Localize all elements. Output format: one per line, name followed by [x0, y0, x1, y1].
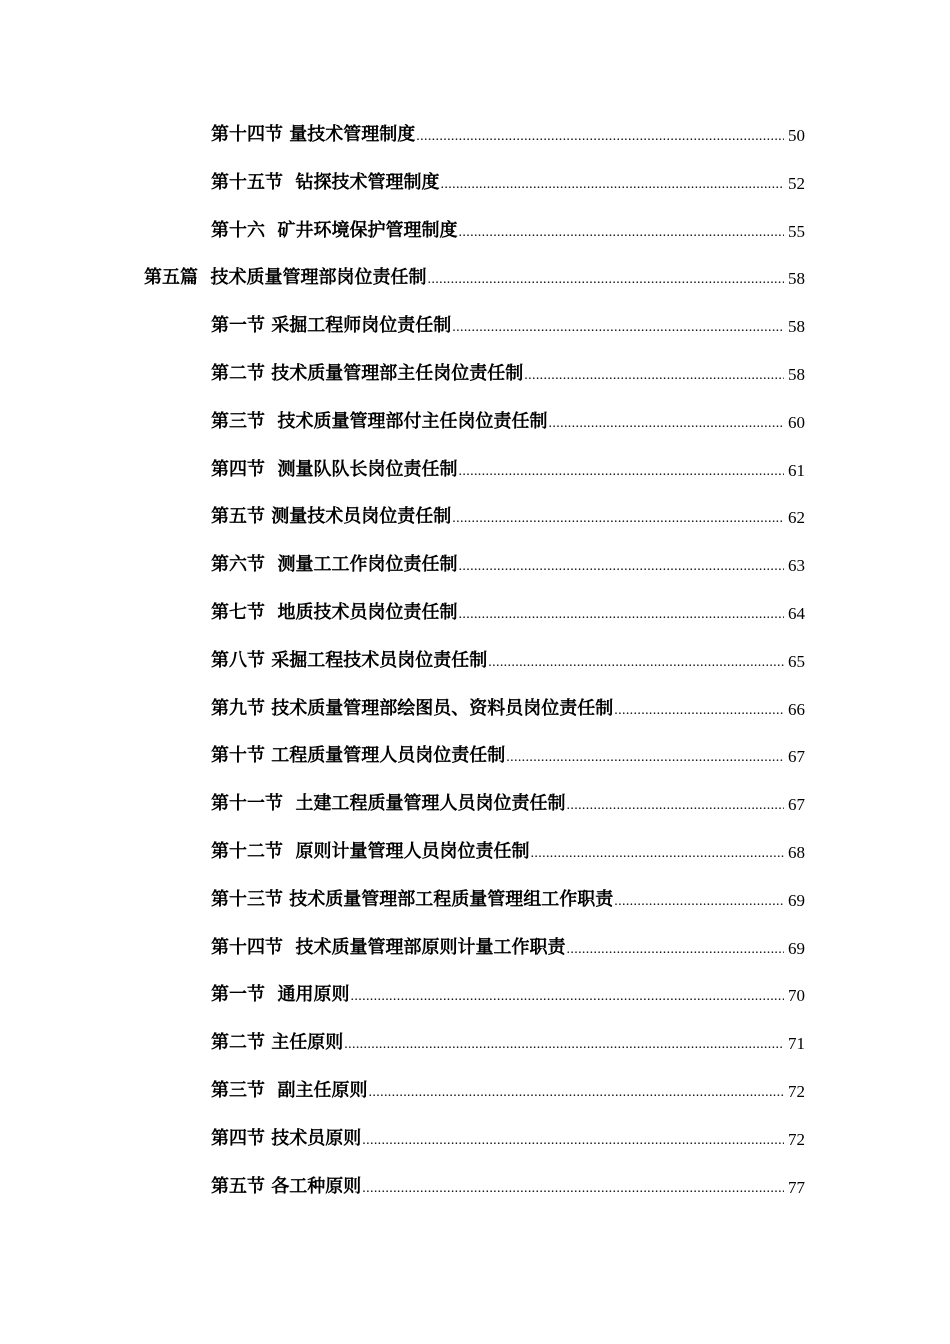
toc-entry[interactable] [0, 599, 950, 647]
toc-entry[interactable] [0, 790, 950, 838]
toc-entry-title: 第三节 副主任原则 [211, 1079, 368, 1101]
toc-entry[interactable] [0, 934, 950, 982]
toc-entry-page: 52 [788, 173, 805, 193]
toc-entry-title: 第一节 采掘工程师岗位责任制 [211, 315, 452, 337]
toc-entry-title: 第四节 技术员原则 [211, 1127, 362, 1149]
toc-entry-title: 第六节 测量工工作岗位责任制 [211, 554, 458, 576]
toc-entry-page: 70 [788, 986, 805, 1006]
toc-entry-title: 第八节 采掘工程技术员岗位责任制 [211, 649, 488, 671]
dot-leader [362, 1173, 784, 1201]
toc-entry-page: 67 [788, 795, 805, 815]
toc-entry[interactable] [0, 1029, 950, 1077]
toc-entry-title: 第十六 矿井环境保护管理制度 [211, 219, 458, 241]
toc-entry-page: 60 [788, 412, 805, 432]
toc-entry-title: 第十五节 钻探技术管理制度 [211, 171, 440, 193]
toc-entry-title: 第十四节 技术质量管理部原则计量工作职责 [211, 936, 566, 958]
toc-entry-page: 69 [788, 938, 805, 958]
toc-entry[interactable] [0, 169, 950, 217]
toc-entry[interactable] [0, 838, 950, 886]
toc-entry[interactable] [0, 217, 950, 265]
dot-leader [567, 790, 784, 818]
toc-entry-page: 50 [788, 126, 805, 145]
dot-leader [549, 408, 784, 436]
toc-entry[interactable] [0, 312, 950, 360]
dot-leader [524, 360, 784, 388]
toc-entry[interactable] [0, 1173, 950, 1221]
toc-entry-page: 71 [788, 1034, 805, 1054]
toc-entry[interactable] [0, 981, 950, 1029]
toc-entry-title: 第一节 通用原则 [211, 984, 350, 1006]
toc-entry-page: 68 [788, 842, 805, 862]
toc-entry-title: 第七节 地质技术员岗位责任制 [211, 601, 458, 623]
dot-leader [531, 838, 784, 866]
dot-leader [488, 647, 784, 675]
toc-entry[interactable] [0, 742, 950, 790]
toc-entry-title: 第二节 技术质量管理部主任岗位责任制 [211, 362, 524, 384]
toc-entry[interactable] [0, 886, 950, 934]
toc-entry-title: 第十二节 原则计量管理人员岗位责任制 [211, 840, 530, 862]
toc-entry-title: 第九节 技术质量管理部绘图员、资料员岗位责任制 [211, 697, 614, 719]
toc-entry-title: 第十一节 土建工程质量管理人员岗位责任制 [211, 793, 566, 815]
toc-entry[interactable] [0, 1125, 950, 1173]
toc-entry-page: 63 [788, 556, 805, 576]
toc-entry[interactable] [0, 456, 950, 504]
dot-leader [441, 169, 784, 197]
dot-leader [351, 981, 784, 1009]
dot-leader [369, 1077, 784, 1105]
toc-entry-page: 55 [788, 221, 805, 241]
dot-leader [452, 503, 784, 531]
toc-entry[interactable] [0, 121, 950, 169]
toc-entry-page: 69 [788, 890, 805, 910]
toc-entry-page: 64 [788, 603, 805, 623]
toc-entry-page: 72 [788, 1081, 805, 1101]
table-of-contents [0, 121, 950, 1220]
dot-leader [567, 934, 784, 962]
toc-entry[interactable] [0, 360, 950, 408]
toc-entry[interactable] [0, 408, 950, 456]
toc-entry-title: 第十节 工程质量管理人员岗位责任制 [211, 745, 506, 767]
dot-leader [344, 1029, 784, 1057]
toc-part-entry[interactable] [0, 264, 950, 312]
toc-entry-page: 62 [788, 508, 805, 528]
toc-entry-title: 第五节 测量技术员岗位责任制 [211, 506, 452, 528]
toc-entry-page: 65 [788, 651, 805, 671]
dot-leader [459, 599, 784, 627]
toc-entry-title: 第三节 技术质量管理部付主任岗位责任制 [211, 410, 548, 432]
toc-entry-page: 77 [788, 1177, 805, 1197]
toc-entry-title: 第四节 测量队队长岗位责任制 [211, 458, 458, 480]
toc-entry-page: 67 [788, 747, 805, 767]
toc-entry[interactable] [0, 647, 950, 695]
dot-leader [506, 742, 784, 770]
toc-entry[interactable] [0, 695, 950, 743]
toc-entry-page: 58 [788, 364, 805, 384]
dot-leader [459, 217, 784, 245]
toc-entry-title: 第十四节 量技术管理制度 [211, 124, 416, 145]
toc-part-title: 第五篇 技术质量管理部岗位责任制 [144, 267, 427, 289]
toc-entry-title: 第二节 主任原则 [211, 1032, 344, 1054]
toc-entry-page: 72 [788, 1129, 805, 1149]
toc-entry-title: 第十三节 技术质量管理部工程质量管理组工作职责 [211, 888, 614, 910]
dot-leader [428, 264, 784, 292]
dot-leader [459, 456, 784, 484]
dot-leader [614, 695, 784, 723]
dot-leader [614, 886, 784, 914]
toc-entry-page: 66 [788, 699, 805, 719]
dot-leader [452, 312, 784, 340]
dot-leader [416, 121, 784, 149]
toc-entry[interactable] [0, 551, 950, 599]
dot-leader [459, 551, 784, 579]
toc-entry-page: 61 [788, 460, 805, 480]
dot-leader [362, 1125, 784, 1153]
toc-entry-page: 58 [788, 317, 805, 337]
toc-entry[interactable] [0, 503, 950, 551]
toc-entry[interactable] [0, 1077, 950, 1125]
toc-entry-title: 第五节 各工种原则 [211, 1175, 362, 1197]
toc-entry-page: 58 [788, 269, 805, 289]
